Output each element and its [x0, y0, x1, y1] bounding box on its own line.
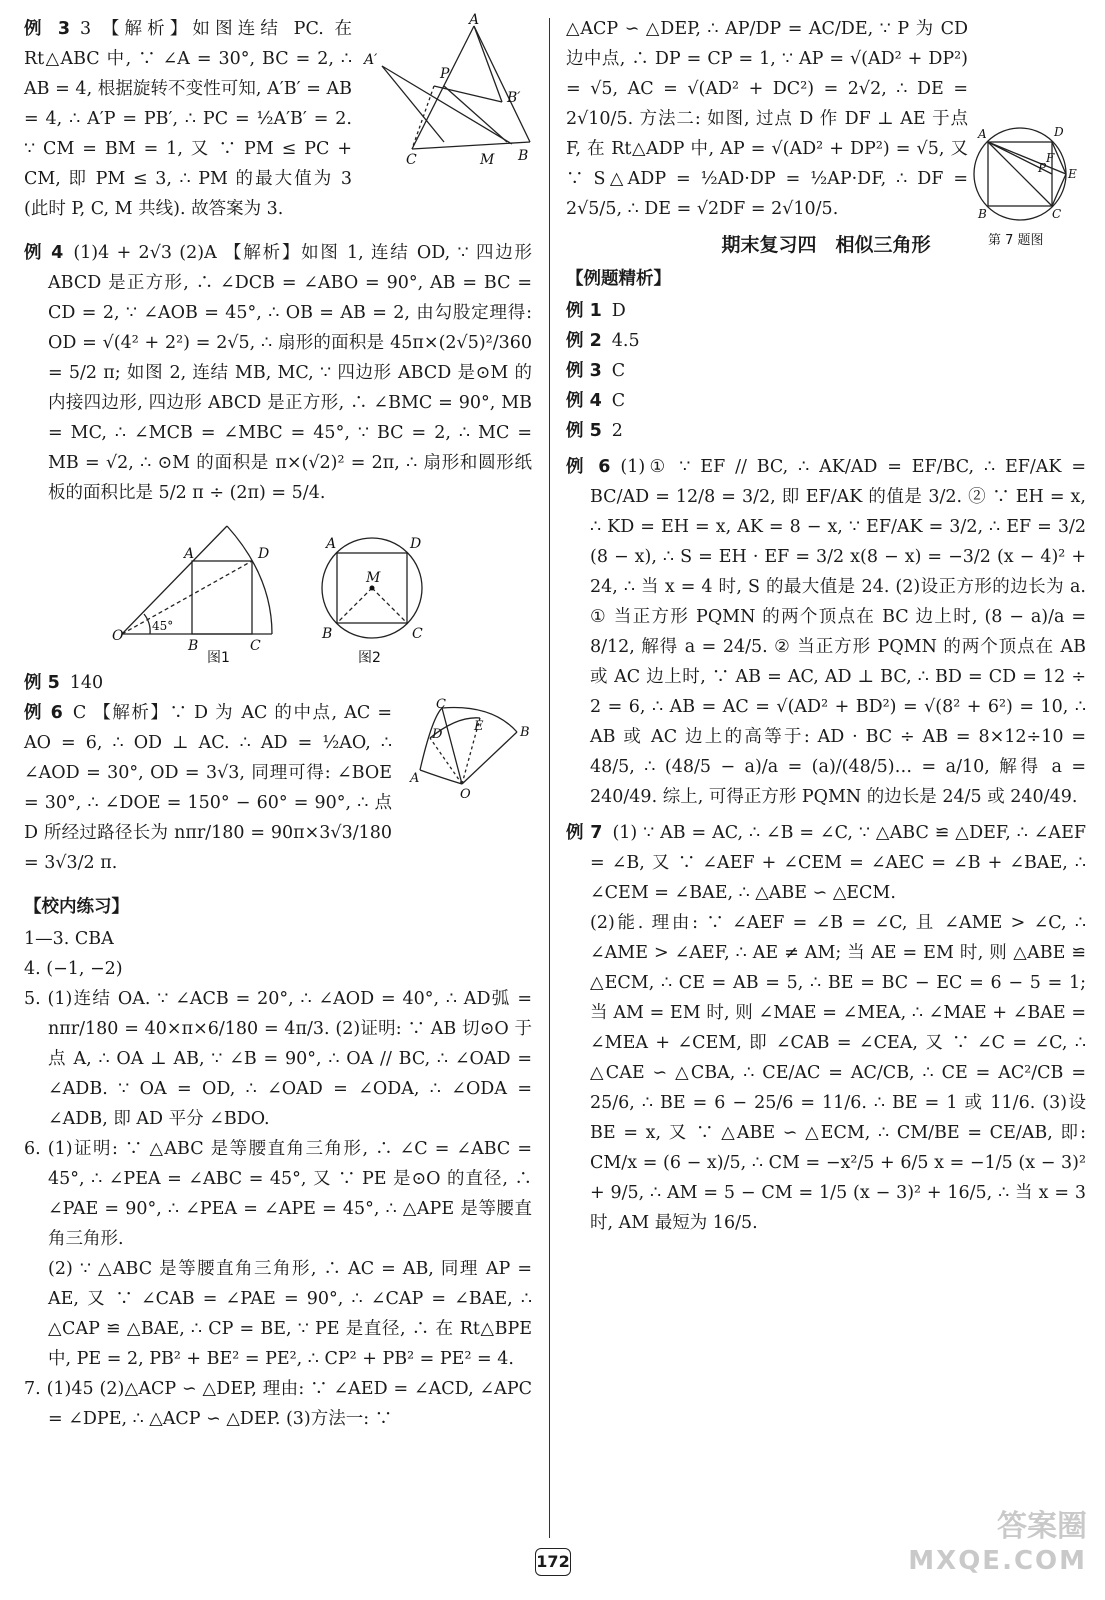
fig3-label-B: B [518, 148, 529, 164]
right-column [566, 14, 1086, 1238]
practice-6-part1: 6. (1)证明: ∵ △ABC 是等腰直角三角形, ∴ ∠C = ∠ABC = 45°, ∴ ∠PEA = ∠ABC = 45°, 又 ∵ PE 是⊙O 的直径, ∴ ∠PAE = 90°, ∴ ∠PEA = ∠APE = 45°, ∴ △APE 是等腰直角三角形. [24, 1139, 532, 1249]
example-6-label: 例 6 [24, 703, 63, 723]
fig4-2-caption: 图2 [358, 650, 381, 666]
fig6-label-D: D [432, 727, 443, 742]
example-4-label: 例 4 [24, 243, 64, 263]
fig4-1-label-B: B [188, 638, 199, 654]
example-4-text: 例 4 (1)4 + 2√3 (2)A 【解析】如图 1, 连结 OD, ∵ 四边形 ABCD 是正方形, ∴ ∠DCB = ∠ABO = 90°, AB = BC = CD = 2, ∵ ∠AOB = 45°, ∴ OB = AB = 2, 由勾股定理得: OD = √(4² + 2²) = 2√5, ∴ 扇形的面积是 45π×(2√5)²/360 = 5/2 π; 如图 2, 连结 MB, MC, ∵ 四边形 ABCD 是⊙M 的内接四边形, 四边形 ABCD 是正方形, ∴ ∠BMC = 90°, MB = MC, ∴ ∠MCB = ∠MBC = 45°, ∵ BC = 2, ∴ MC = MB = √2, ∴ ⊙M 的面积是 π×(√2)² = 2π, ∴ 扇形和圆形纸板的面积比是 5/2 π ÷ (2π) = 5/4. [24, 243, 532, 503]
fig6-label-C: C [436, 697, 446, 712]
fig6-label-A: A [410, 771, 420, 786]
answer-ex1: 例 1 D [566, 301, 626, 321]
fig4-2-label-C: C [412, 626, 423, 642]
fig7-label-A: A [978, 127, 987, 141]
analysis-heading: 【例题精析】 [566, 269, 671, 289]
answer-ex5: 例 5 2 [566, 421, 623, 441]
example-7-part1: 例 7 (1) ∵ AB = AC, ∴ ∠B = ∠C, ∵ △ABC ≌ △DEF, ∴ ∠AEF = ∠B, 又 ∵ ∠AEF + ∠CEM = ∠AEC = ∠B + ∠BAE, ∴ ∠CEM = ∠BAE, ∴ △ABE ∽ △ECM. [566, 823, 1086, 903]
example-6 [24, 698, 532, 878]
example-6-figure [402, 697, 532, 802]
fig4-2-label-D: D [410, 536, 422, 552]
practice-1-3: 1—3. CBA [24, 929, 114, 949]
fig4-1-label-A: A [184, 546, 195, 562]
example-5-text: 例 5 140 [24, 673, 104, 693]
practice-7-figure [968, 122, 1078, 252]
fig3-label-A-prime: A′ [364, 52, 378, 68]
fig3-label-P: P [440, 66, 450, 82]
fig7-label-F: F [1046, 151, 1055, 165]
fig7-label-E: E [1068, 167, 1077, 181]
fig4-1-angle: 45° [152, 619, 174, 633]
fig3-label-C: C [406, 152, 417, 168]
example-6-text: 例 6 C 【解析】∵ D 为 AC 的中点, AC = AO = 6, ∴ OD ⊥ AC. ∴ AD = ½AO, ∴ ∠AOD = 30°, OD = 3√3, 同理可得: ∠BOE = 30°, ∴ ∠DOE = 150° − 60° = 90°, ∴ 点 D 所经过路径长为 nπr/180 = 90π×3√3/180 = 3√3/2 π. [24, 703, 392, 873]
fig6-label-O: O [460, 787, 471, 802]
fig4-2-label-B: B [322, 626, 333, 642]
fig4-1-label-O: O [112, 628, 124, 644]
fig6-label-B: B [520, 725, 530, 740]
fig3-label-A: A [469, 12, 480, 28]
fig7-label-P: P [1038, 161, 1047, 175]
answer-ex4: 例 4 C [566, 391, 626, 411]
fig3-label-B-prime: B′ [507, 90, 521, 106]
left-column [24, 14, 532, 1434]
practice-heading: 【校内练习】 [24, 897, 129, 917]
example-7-part2: (2)能. 理由: ∵ ∠AEF = ∠B = ∠C, 且 ∠AME > ∠C, ∴ ∠AME > ∠AEF, ∴ AE ≠ AM; 当 AE = EM 时, 则 △ABE ≌ △ECM, ∴ CE = AB = 5, ∴ BE = BC − EC = 6 − 5 = 1; 当 AM = EM 时, 则 ∠MAE = ∠MEA, ∴ ∠MAE + ∠BAE = ∠MEA + ∠CEM, 即 ∠CAB = ∠CEA, 又 ∵ ∠C = ∠C, ∴ △CAE ∽ △CBA, ∴ CE/AC = AC/CB, ∴ CE = AC²/CB = 25/6, ∴ BE = 6 − 25/6 = 11/6. ∴ BE = 1 或 11/6. (3)设 BE = x, 又 ∵ △ABE ∽ △ECM, ∴ CM/BE = CE/AB, 即: CM/x = (6 − x)/5, ∴ CM = −x²/5 + 6/5 x = −1/5 (x − 3)² + 9/5, ∴ AM = 5 − CM = 1/5 (x − 3)² + 16/5, ∴ 当 x = 3 时, AM 最短为 16/5. [590, 913, 1086, 1233]
answer-ex2: 例 2 4.5 [566, 331, 640, 351]
example-3-label: 例 3 [24, 19, 71, 39]
watermark [908, 1510, 1087, 1578]
example-7-label: 例 7 [566, 823, 603, 843]
practice-7: 7. (1)45 (2)△ACP ∽ △DEP, 理由: ∵ ∠AED = ∠ACD, ∠APC = ∠DPE, ∴ △ACP ∽ △DEP. (3)方法一: ∵ [24, 1379, 532, 1429]
fig4-1-label-D: D [258, 546, 270, 562]
example-4-figure-2 [316, 516, 436, 664]
example-4-figures [24, 516, 532, 666]
example-4-figure-1 [112, 516, 302, 664]
fig4-2-label-M: M [366, 570, 381, 586]
example-6-right-label: 例 6 [566, 457, 611, 477]
fig7-label-C: C [1052, 207, 1062, 221]
watermark-bottom: MXQE.COM [908, 1546, 1087, 1576]
fig7-label-D: D [1054, 125, 1064, 139]
fig4-1-caption: 图1 [207, 650, 230, 666]
fig6-label-E: E [474, 719, 484, 734]
example-3 [24, 14, 532, 224]
answer-ex3: 例 3 C [566, 361, 626, 381]
example-3-text: 例 3 3 【解析】如图连结 PC. 在 Rt△ABC 中, ∵ ∠A = 30°, BC = 2, ∴ AB = 4, 根据旋转不变性可知, A′B′ = AB = 4, ∴ A′P = PB′, ∴ PC = ½A′B′ = 2. ∵ CM = BM = 1, 又 ∵ PM ≤ PC + CM, 即 PM ≤ 3, ∴ PM 的最大值为 3 (此时 P, C, M 共线). 故答案为 3. [24, 19, 352, 219]
example-3-figure [362, 12, 532, 168]
practice-4: 4. (−1, −2) [24, 959, 123, 979]
page-number: 172 [535, 1548, 571, 1576]
fig7-label-B: B [978, 207, 987, 221]
example-6-right-text: 例 6 (1)① ∵ EF // BC, ∴ AK/AD = EF/BC, ∴ EF/AK = BC/AD = 12/8 = 3/2, 即 EF/AK 的值是 3/2. ② ∵ EH = x, ∴ KD = EH = x, AK = 8 − x, ∵ EF/AK = 3/2, ∴ EF = 3/2 (8 − x), ∴ S = EH · EF = 3/2 x(8 − x) = −3/2 (x − 4)² + 24, ∴ 当 x = 4 时, S 的最大值是 24. (2)设正方形的边长为 a. ① 当正方形 PQMN 的两个顶点在 BC 边上时, (8 − a)/a = 8/12, 解得 a = 24/5. ② 当正方形 PQMN 的两个顶点在 AB 或 AC 边上时, ∵ AB = AC, AD ⊥ BC, ∴ BD = CD = 12 ÷ 2 = 6, ∴ AB = AC = √(AD² + BD²) = √(8² + 6²) = 10, ∴ AB 或 AC 边上的高等于: AD · BC ÷ AB = 8×12÷10 = 48/5, ∴ (48/5 − a)/a = (a)/(48/5)… = a/10, 解得 a = 240/49. 综上, 可得正方形 PQMN 的边长是 24/5 或 240/49. [566, 457, 1086, 807]
practice-6-part2: (2) ∵ △ABC 是等腰直角三角形, ∴ AC = AB, 同理 AP = AE, 又 ∵ ∠CAB = ∠PAE = 90°, ∴ ∠CAP = ∠BAE, ∴ △CAP ≌ △BAE, ∴ CP = BE, ∵ PE 是直径, ∴ 在 Rt△BPE 中, PE = 2, PB² + BE² = PE², ∴ CP² + PB² = PE² = 4. [48, 1259, 532, 1369]
practice-7-continued-text: △ACP ∽ △DEP, ∴ AP/DP = AC/DE, ∵ P 为 CD 边中点, ∴ DP = CP = 1, ∵ AP = √(AD² + DP²) = √5, AC = √(AD² + DC²) = 2√2, ∴ DE = 2√10/5. 方法二: 如图, 过点 D 作 DF ⊥ AE 于点 F, 在 Rt△ADP 中, AP = √(AD² + DP²) = √5, 又 ∵ S△ADP = ½AD·DP = ½AP·DF, ∴ DF = 2√5/5, ∴ DE = √2DF = 2√10/5. [566, 19, 968, 219]
practice-5: 5. (1)连结 OA. ∵ ∠ACB = 20°, ∴ ∠AOD = 40°, ∴ AD弧 = nπr/180 = 40×π×6/180 = 4π/3. (2)证明: ∵ AB 切⊙O 于点 A, ∴ OA ⊥ AB, ∵ ∠B = 90°, ∴ OA // BC, ∴ ∠OAD = ∠ADB. ∵ OA = OD, ∴ ∠OAD = ∠ODA, ∴ ∠ODA = ∠ADB, 即 AD 平分 ∠BDO. [24, 989, 532, 1129]
fig4-2-label-A: A [326, 536, 337, 552]
fig4-1-label-C: C [250, 638, 261, 654]
column-divider [549, 18, 550, 1538]
review-title: 期末复习四 相似三角形 [721, 234, 931, 256]
fig7-caption: 第 7 题图 [988, 233, 1044, 248]
watermark-top: 答案圈 [997, 1509, 1087, 1544]
fig3-label-M: M [480, 152, 495, 168]
example-5-label: 例 5 [24, 673, 60, 693]
